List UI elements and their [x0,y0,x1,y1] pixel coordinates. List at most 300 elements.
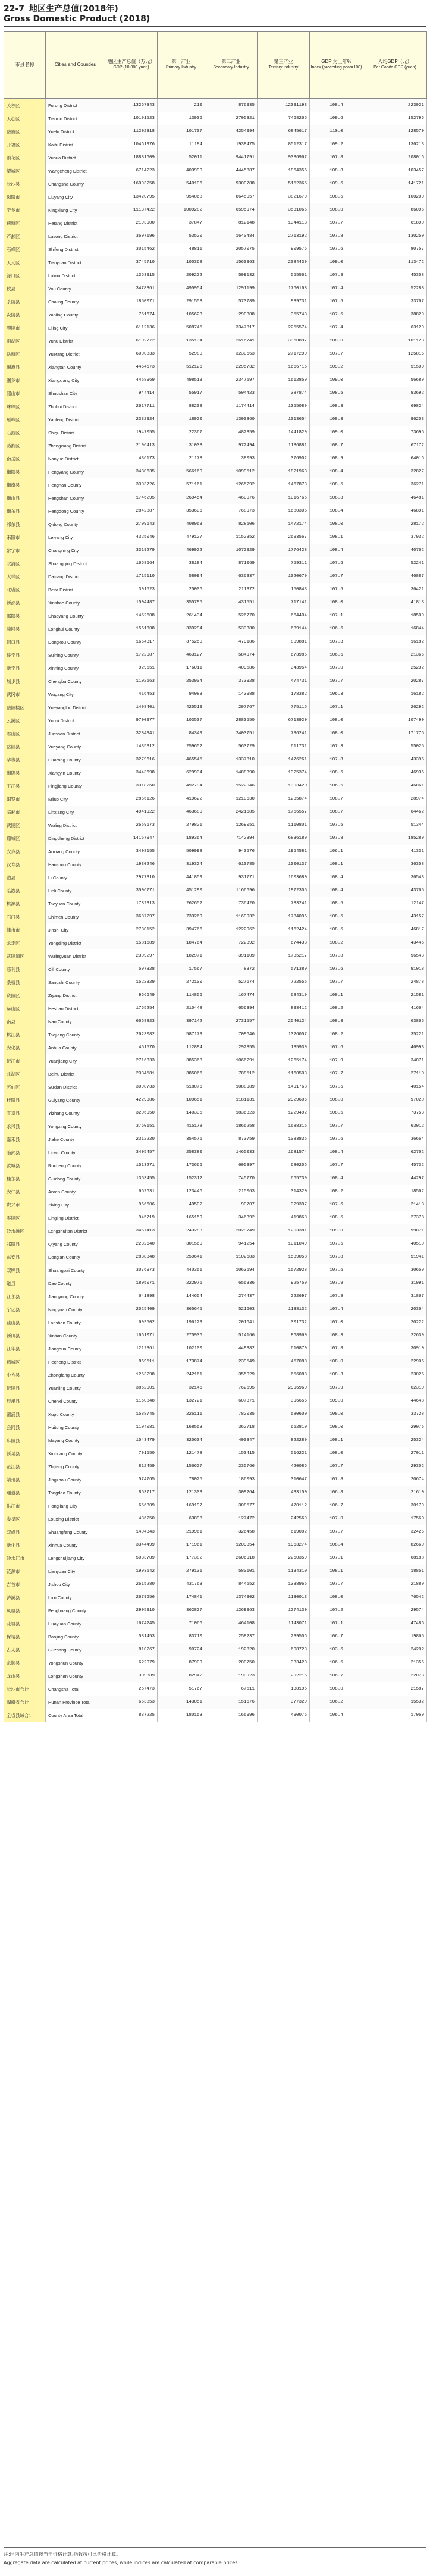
per-capita-value: 30659 [363,1264,427,1277]
gdp-value: 1452608 [105,609,158,622]
table-row [4,112,427,125]
gdp-value: 966606 [105,1198,158,1211]
secondary-value: 1836323 [205,1107,258,1120]
table-row [4,753,427,766]
county-name-cn: 资兴市 [4,1198,46,1211]
tertiary-value: 1110801 [258,819,310,832]
county-name-cn: 衡阳县 [4,465,46,478]
index-value: 107.7 [310,570,363,583]
gdp-value: 751674 [105,308,158,321]
county-name-en: Suxian District [46,1080,105,1093]
county-name-en: Jianghua County [46,1342,105,1355]
gdp-value: 2617711 [105,400,158,413]
tertiary-value: 555561 [258,269,310,282]
index-value: 107.6 [310,1080,363,1093]
county-name-en: Xiangyin County [46,766,105,779]
county-name-cn: 南岳区 [4,452,46,465]
gdp-value: 1102563 [105,675,158,688]
county-name-cn: 花垣县 [4,1617,46,1630]
table-row [4,1041,427,1054]
primary-value: 132721 [158,1394,205,1408]
primary-value: 498513 [158,374,205,387]
county-name-en: Wulingyuan District [46,949,105,963]
secondary-value: 828506 [205,518,258,531]
county-name-cn: 会同县 [4,1421,46,1434]
index-value: 107.6 [310,1264,363,1277]
per-capita-value: 44297 [363,1172,427,1185]
gdp-value: 574765 [105,1473,158,1486]
primary-value: 540106 [158,177,205,190]
county-name-cn: 慈利县 [4,963,46,976]
table-row [4,439,427,452]
index-value: 107.7 [310,217,363,230]
tertiary-value: 652810 [258,1421,310,1434]
gdp-value: 1668564 [105,557,158,570]
per-capita-value: 22906 [363,1355,427,1368]
secondary-value: 573789 [205,295,258,308]
index-value: 108.0 [310,1408,363,1421]
secondary-value: 636337 [205,570,258,583]
table-row [4,1185,427,1198]
primary-value: 1009282 [158,203,205,217]
county-name-en: Xinning County [46,662,105,675]
secondary-value: 153415 [205,1447,258,1460]
per-capita-value: 18562 [363,1185,427,1198]
primary-value: 100368 [158,256,205,269]
primary-value: 261434 [158,609,205,622]
gdp-value: 9700977 [105,714,158,727]
per-capita-value: 16182 [363,688,427,701]
county-name-cn: 永顺县 [4,1656,46,1669]
gdp-value: 1588745 [105,1408,158,1421]
tertiary-value: 673986 [258,648,310,662]
index-value: 107.3 [310,635,363,648]
tertiary-value: 377329 [258,1696,310,1709]
county-name-en: Linli County [46,884,105,897]
tertiary-value: 1355089 [258,400,310,413]
county-name-cn: 桃江县 [4,1028,46,1041]
gdp-value: 3098733 [105,1080,158,1093]
index-value: 108.0 [310,727,363,740]
index-value: 107.6 [310,243,363,256]
index-value: 108.4 [310,871,363,884]
secondary-value: 2731557 [205,1015,258,1028]
per-capita-value: 44648 [363,1394,427,1408]
tertiary-value: 680206 [258,1159,310,1172]
gdp-value: 436250 [105,1512,158,1525]
tertiary-value: 809881 [258,635,310,648]
per-capita-value: 21587 [363,1682,427,1696]
index-value: 107.5 [310,583,363,596]
index-value: 108.4 [310,504,363,518]
tertiary-value: 1467873 [258,478,310,491]
secondary-value: 1102583 [205,1251,258,1264]
tertiary-value: 664404 [258,609,310,622]
county-name-en: Xupu County [46,1408,105,1421]
table-row [4,1460,427,1473]
tertiary-value: 2540124 [258,1015,310,1028]
county-name-en: Furong District [46,99,105,112]
per-capita-value: 45358 [363,269,427,282]
table-row [4,1381,427,1394]
county-name-en: Changsha Total [46,1682,105,1696]
secondary-value: 736420 [205,897,258,910]
secondary-value: 192820 [205,1643,258,1656]
gdp-value: 3478361 [105,282,158,295]
table-row [4,518,427,531]
tertiary-value: 355743 [258,308,310,321]
index-value: 108.7 [310,806,363,819]
county-name-en: Hongjiang City [46,1499,105,1512]
gdp-value: 3319279 [105,544,158,557]
title-chinese: 地区生产总值(2018年) [29,4,118,14]
index-value: 108.3 [310,413,363,426]
gdp-value: 451570 [105,1041,158,1054]
per-capita-value: 21610 [363,1486,427,1499]
county-name-cn: 资阳区 [4,989,46,1002]
index-value: 106.2 [310,1696,363,1709]
per-capita-value: 31991 [363,1277,427,1290]
secondary-value: 67511 [205,1682,258,1696]
table-row [4,635,427,648]
tertiary-value: 759311 [258,557,310,570]
primary-value: 512126 [158,361,205,374]
primary-value: 51767 [158,1682,205,1696]
county-name-en: Jinshi City [46,923,105,936]
secondary-value: 1169932 [205,910,258,923]
index-value: 108.1 [310,989,363,1002]
gdp-value: 791550 [105,1447,158,1460]
county-name-cn: 芦淞区 [4,230,46,243]
county-name-en: Lanshan County [46,1316,105,1329]
gdp-value: 3344499 [105,1538,158,1552]
index-value: 108.0 [310,1093,363,1107]
secondary-value: 1088989 [205,1080,258,1093]
index-value: 106.7 [310,1669,363,1682]
primary-value: 49502 [158,1198,205,1211]
tertiary-value: 1572928 [258,1264,310,1277]
table-row [4,688,427,701]
index-value: 108.5 [310,1211,363,1224]
table-row [4,583,427,596]
index-value: 107.7 [310,1067,363,1080]
index-value: 107.8 [310,230,363,243]
secondary-value: 1174414 [205,400,258,413]
secondary-value: 297767 [205,701,258,714]
table-row [4,989,427,1002]
index-value: 108.0 [310,714,363,727]
index-value: 108.3 [310,400,363,413]
primary-value: 587179 [158,1028,205,1041]
per-capita-value: 27011 [363,1447,427,1460]
index-value: 107.9 [310,269,363,282]
gdp-value: 10461976 [105,138,158,151]
county-name-cn: 麻阳县 [4,1434,46,1447]
table-row [4,701,427,714]
per-capita-value: 34071 [363,1054,427,1067]
per-capita-value: 31867 [363,1290,427,1303]
gdp-value: 3015462 [105,243,158,256]
per-capita-value: 40510 [363,1237,427,1251]
gdp-value: 837225 [105,1709,158,1722]
index-value: 107.0 [310,1512,363,1525]
tertiary-value: 580600 [258,1408,310,1421]
primary-value: 259641 [158,1251,205,1264]
tertiary-value: 242569 [258,1512,310,1525]
index-value: 108.6 [310,190,363,203]
tertiary-value: 656088 [258,1368,310,1381]
county-name-en: Xiangxiang City [46,374,105,387]
secondary-value: 362718 [205,1421,258,1434]
index-value: 106.5 [310,1656,363,1669]
county-name-en: Yongxing County [46,1120,105,1133]
per-capita-value: 47486 [363,1617,427,1630]
tertiary-value: 868969 [258,1329,310,1342]
secondary-value: 409586 [205,662,258,675]
primary-value: 165159 [158,1211,205,1224]
index-value: 108.0 [310,596,363,609]
table-row [4,282,427,295]
tertiary-value: 1612859 [258,374,310,387]
county-name-en: Tianxin District [46,112,105,125]
table-row [4,413,427,426]
primary-value: 58094 [158,570,205,583]
county-name-cn: 鼎城区 [4,832,46,845]
county-name-en: Yanfeng District [46,413,105,426]
county-name-en: Anxiang County [46,845,105,858]
tertiary-value: 1326057 [258,1028,310,1041]
county-name-cn: 望城区 [4,164,46,177]
per-capita-value: 45732 [363,1159,427,1172]
table-row [4,190,427,203]
secondary-value: 521603 [205,1303,258,1316]
county-name-cn: 临澧县 [4,884,46,897]
primary-value: 355795 [158,596,205,609]
per-capita-value: 37932 [363,531,427,544]
gdp-table [4,31,427,1722]
county-name-cn: 蒸湘区 [4,439,46,452]
county-name-cn: 祁阳县 [4,1237,46,1251]
primary-value: 269454 [158,491,205,504]
secondary-value: 1560963 [205,256,258,269]
index-value: 108.4 [310,1538,363,1552]
per-capita-value: 20287 [363,675,427,688]
county-name-cn: 北湖区 [4,1067,46,1080]
secondary-value: 3347817 [205,321,258,334]
index-value: 107.7 [310,675,363,688]
secondary-value: 151676 [205,1696,258,1709]
primary-value: 509998 [158,845,205,858]
secondary-value: 2347597 [205,374,258,387]
primary-value: 143051 [158,1696,205,1709]
table-row [4,662,427,675]
primary-value: 353606 [158,504,205,518]
county-name-cn: 嘉禾县 [4,1133,46,1146]
primary-value: 469922 [158,544,205,557]
gdp-value: 2196413 [105,439,158,452]
primary-value: 52011 [158,151,205,164]
index-value: 107.5 [310,308,363,321]
tertiary-value: 822289 [258,1434,310,1447]
secondary-value: 605397 [205,1159,258,1172]
secondary-value: 1209354 [205,1538,258,1552]
tertiary-value: 689144 [258,622,310,635]
county-name-cn: 长沙市合计 [4,1682,46,1696]
gdp-value: 663853 [105,1696,158,1709]
county-name-en: Chengbu County [46,675,105,688]
secondary-value: 1072929 [205,544,258,557]
tertiary-value: 1235874 [258,792,310,806]
per-capita-value: 24878 [363,976,427,989]
per-capita-value: 32827 [363,465,427,478]
index-value: 107.1 [310,701,363,714]
index-value: 107.7 [310,976,363,989]
tertiary-value: 6836189 [258,832,310,845]
primary-value: 140335 [158,1107,205,1120]
secondary-value: 1465033 [205,1146,258,1159]
per-capita-value: 64462 [363,806,427,819]
tertiary-value: 1186881 [258,439,310,452]
secondary-value: 514166 [205,1329,258,1342]
per-capita-value: 36664 [363,1133,427,1146]
per-capita-value: 185289 [363,832,427,845]
county-name-cn: 安仁县 [4,1185,46,1198]
gdp-value: 1150848 [105,1394,158,1408]
county-name-en: Miluo City [46,792,105,806]
county-name-en: Sangzhi County [46,976,105,989]
county-name-cn: 君山区 [4,727,46,740]
tertiary-value: 1000137 [258,858,310,871]
county-name-en: Taoyuan County [46,897,105,910]
secondary-value: 745770 [205,1172,258,1185]
primary-value: 18920 [158,413,205,426]
index-value: 107.7 [310,1460,363,1473]
per-capita-value: 19865 [363,1630,427,1643]
county-name-cn: 渌口区 [4,269,46,282]
primary-value: 441859 [158,871,205,884]
secondary-value: 941254 [205,1237,258,1251]
table-row [4,1159,427,1172]
index-value: 108.0 [310,334,363,347]
per-capita-value: 73753 [363,1107,427,1120]
county-name-cn: 石鼓区 [4,426,46,439]
secondary-value: 1866258 [205,1120,258,1133]
secondary-value: 788512 [205,1067,258,1080]
table-row [4,936,427,949]
county-name-en: Yuanling County [46,1381,105,1394]
table-row [4,1630,427,1643]
county-name-en: Kaifu District [46,138,105,151]
primary-value: 156627 [158,1460,205,1473]
primary-value: 451290 [158,884,205,897]
index-value: 107.7 [310,1159,363,1172]
per-capita-value: 46993 [363,1041,427,1054]
secondary-value: 2616741 [205,334,258,347]
index-value: 106.4 [310,1709,363,1722]
secondary-value: 762695 [205,1381,258,1394]
per-capita-value: 51500 [363,361,427,374]
per-capita-value: 28974 [363,792,427,806]
table-row [4,884,427,897]
index-value: 107.4 [310,1303,363,1316]
tertiary-value: 2713192 [258,230,310,243]
per-capita-value: 18851 [363,1565,427,1578]
index-value: 108.2 [310,1028,363,1041]
primary-value: 109651 [158,1093,205,1107]
gdp-value: 10191523 [105,112,158,125]
primary-value: 11184 [158,138,205,151]
gdp-value: 2025409 [105,1303,158,1316]
tertiary-value: 775115 [258,701,310,714]
per-capita-value: 18509 [363,609,427,622]
per-capita-value: 93692 [363,387,427,400]
index-value: 108.0 [310,1682,363,1696]
county-name-cn: 攸县 [4,282,46,295]
county-name-en: Liuyang City [46,190,105,203]
index-value: 107.6 [310,557,363,570]
county-name-en: Shaoshan City [46,387,105,400]
secondary-value: 201641 [205,1316,258,1329]
primary-value: 71066 [158,1617,205,1630]
county-name-cn: 泸溪县 [4,1591,46,1604]
county-name-en: Anhua County [46,1041,105,1054]
table-row [4,675,427,688]
gdp-value: 2332924 [105,413,158,426]
index-value: 108.7 [310,792,363,806]
county-name-en: Zixing City [46,1198,105,1211]
gdp-value: 2905910 [105,1604,158,1617]
county-name-en: Xintian County [46,1329,105,1342]
gdp-value: 622079 [105,1656,158,1669]
gdp-value: 3303726 [105,478,158,491]
secondary-value: 127472 [205,1512,258,1525]
index-value: 108.6 [310,766,363,779]
gdp-value: 1104081 [105,1421,158,1434]
index-value: 107.2 [310,1604,363,1617]
secondary-value: 607371 [205,1394,258,1408]
county-name-en: Xinhuang County [46,1447,105,1460]
table-row [4,361,427,374]
primary-value: 101707 [158,125,205,138]
tertiary-value: 610879 [258,1342,310,1355]
county-name-cn: 茶陵县 [4,295,46,308]
index-value: 108.1 [310,1565,363,1578]
county-name-en: Luxi County [46,1591,105,1604]
primary-value: 90724 [158,1643,205,1656]
index-value: 108.5 [310,387,363,400]
county-name-cn: 汉寿县 [4,858,46,871]
table-row [4,1421,427,1434]
table-row [4,1211,427,1224]
index-value: 106.6 [310,648,363,662]
county-name-cn: 桑植县 [4,976,46,989]
tertiary-value: 1539058 [258,1251,310,1264]
primary-value: 425519 [158,701,205,714]
gdp-value: 18881609 [105,151,158,164]
county-name-en: Shigu District [46,426,105,439]
gdp-value: 3760151 [105,1120,158,1133]
county-name-cn: 大祥区 [4,570,46,583]
county-name-en: Rucheng County [46,1159,105,1172]
tertiary-value: 1760168 [258,282,310,295]
index-value: 107.1 [310,1617,363,1630]
page-title [4,2,118,14]
gdp-value: 2977310 [105,871,158,884]
per-capita-value: 107490 [363,714,427,727]
per-capita-value: 69824 [363,400,427,413]
tertiary-value: 239506 [258,1630,310,1643]
county-name-cn: 安化县 [4,1041,46,1054]
